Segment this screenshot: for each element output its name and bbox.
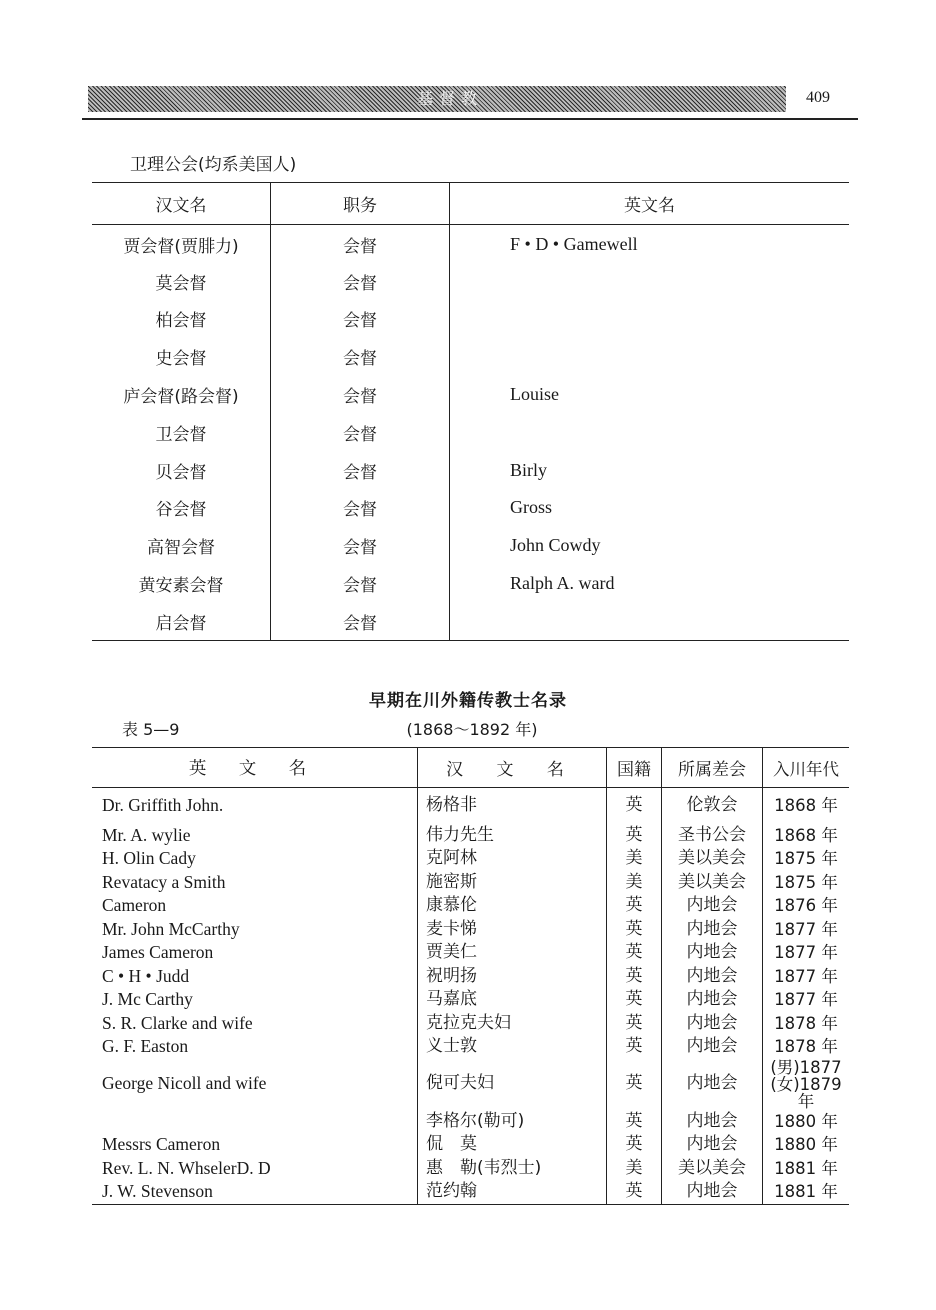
table-row xyxy=(92,988,849,1012)
table2-label: 表 5—9 xyxy=(122,720,180,739)
cell-mission: 内地会 xyxy=(662,1035,763,1059)
cell-english-name: H. Olin Cady xyxy=(92,847,418,871)
cell-english-name xyxy=(92,1110,418,1134)
cell-chinese-name: 贝会督 xyxy=(92,451,271,489)
cell-nationality: 英 xyxy=(607,1012,662,1036)
cell-mission: 内地会 xyxy=(662,988,763,1012)
cell-english-name: J. W. Stevenson xyxy=(92,1180,418,1204)
missionaries-table-body xyxy=(92,788,849,1205)
cell-chinese-name: 高智会督 xyxy=(92,527,271,565)
cell-title: 会督 xyxy=(271,451,450,489)
cell-english-name xyxy=(450,602,850,640)
cell-english-name xyxy=(450,413,850,451)
header-rule xyxy=(82,118,858,120)
cell-title: 会督 xyxy=(271,489,450,527)
cell-title: 会督 xyxy=(271,376,450,414)
cell-year: 1877 年 xyxy=(774,966,838,986)
table-row xyxy=(92,847,849,871)
missionaries-table xyxy=(92,747,849,1205)
column-header-english-name: 英文名 xyxy=(624,196,675,216)
cell-chinese-name: 范约翰 xyxy=(418,1180,607,1204)
table-header-row xyxy=(92,748,849,788)
cell-chinese-name: 莫会督 xyxy=(92,262,271,300)
cell-nationality: 美 xyxy=(607,1157,662,1181)
table-row xyxy=(92,1133,849,1157)
cell-nationality: 英 xyxy=(607,894,662,918)
table-row xyxy=(92,262,849,300)
cell-mission: 内地会 xyxy=(662,918,763,942)
cell-chinese-name: 黄安素会督 xyxy=(92,565,271,603)
cell-english-name: Mr. A. wylie xyxy=(92,824,418,848)
cell-chinese-name: 伟力先生 xyxy=(418,824,607,848)
table2-years: (1868～1892 年) xyxy=(406,720,538,739)
cell-mission: 美以美会 xyxy=(662,871,763,895)
cell-title: 会督 xyxy=(271,338,450,376)
table-row xyxy=(92,1059,849,1110)
cell-chinese-name: 克阿林 xyxy=(418,847,607,871)
cell-mission: 内地会 xyxy=(662,1059,763,1110)
cell-chinese-name: 麦卡悌 xyxy=(418,918,607,942)
cell-nationality: 英 xyxy=(607,824,662,848)
cell-nationality: 英 xyxy=(607,941,662,965)
table-row xyxy=(92,527,849,565)
table-row xyxy=(92,1157,849,1181)
cell-year: 1868 年 xyxy=(774,796,838,815)
cell-english-name: Dr. Griffith John. xyxy=(92,788,418,824)
cell-year: 1878 年 xyxy=(774,1013,838,1033)
table-row xyxy=(92,965,849,989)
cell-chinese-name: 侃 莫 xyxy=(418,1133,607,1157)
cell-english-name xyxy=(450,338,850,376)
cell-year: 1877 年 xyxy=(774,919,838,939)
running-header-title: 基督教 xyxy=(416,89,483,108)
table-row xyxy=(92,338,849,376)
cell-chinese-name: 杨格非 xyxy=(418,788,607,824)
column-header-chinese-name: 汉文名 xyxy=(92,183,271,225)
cell-chinese-name: 李格尔(勒可) xyxy=(418,1110,607,1134)
cell-mission: 美以美会 xyxy=(662,1157,763,1181)
cell-english-name: Messrs Cameron xyxy=(92,1133,418,1157)
cell-chinese-name: 克拉克夫妇 xyxy=(418,1012,607,1036)
cell-mission: 伦敦会 xyxy=(662,788,763,824)
column-header-nationality: 国籍 xyxy=(607,748,662,788)
table-row xyxy=(92,451,849,489)
cell-year: 1875 年 xyxy=(774,849,838,868)
year-line-male: (男)1877 xyxy=(770,1057,842,1077)
cell-nationality: 英 xyxy=(607,1110,662,1134)
cell-year: 1880 年 xyxy=(774,1135,838,1154)
cell-nationality: 英 xyxy=(607,788,662,824)
cell-mission: 内地会 xyxy=(662,1110,763,1134)
table-row xyxy=(92,918,849,942)
cell-english-name: Cameron xyxy=(92,894,418,918)
cell-english-name: George Nicoll and wife xyxy=(92,1059,418,1110)
cell-nationality: 英 xyxy=(607,1035,662,1059)
cell-title: 会督 xyxy=(271,527,450,565)
cell-chinese-name: 柏会督 xyxy=(92,300,271,338)
cell-english-name: Louise xyxy=(510,384,559,405)
cell-english-name: Ralph A. ward xyxy=(510,573,615,594)
cell-english-name xyxy=(450,262,850,300)
cell-nationality: 英 xyxy=(607,1180,662,1204)
cell-year: 1878 年 xyxy=(774,1037,838,1056)
cell-nationality: 英 xyxy=(607,965,662,989)
table-row xyxy=(92,300,849,338)
table-row xyxy=(92,602,849,640)
cell-title: 会督 xyxy=(271,602,450,640)
table-row xyxy=(92,894,849,918)
cell-chinese-name: 马嘉底 xyxy=(418,988,607,1012)
cell-year: 1875 年 xyxy=(774,872,838,892)
cell-english-name: Rev. L. N. WhselerD. D xyxy=(92,1157,418,1181)
table-row xyxy=(92,413,849,451)
cell-year: 1877 年 xyxy=(774,943,838,962)
cell-chinese-name: 贾美仁 xyxy=(418,941,607,965)
cell-chinese-name: 史会督 xyxy=(92,338,271,376)
cell-chinese-name: 贾会督(贾腓力) xyxy=(92,225,271,263)
cell-mission: 内地会 xyxy=(662,1133,763,1157)
cell-mission: 内地会 xyxy=(662,1180,763,1204)
cell-title: 会督 xyxy=(271,565,450,603)
cell-nationality: 英 xyxy=(607,1059,662,1110)
cell-title: 会督 xyxy=(271,300,450,338)
cell-title: 会督 xyxy=(271,413,450,451)
cell-english-name: Birly xyxy=(510,459,548,480)
cell-english-name: G. F. Easton xyxy=(92,1035,418,1059)
table-row xyxy=(92,489,849,527)
cell-english-name: F • D • Gamewell xyxy=(510,234,638,255)
cell-english-name: John Cowdy xyxy=(510,535,601,556)
cell-mission: 内地会 xyxy=(662,1012,763,1036)
table-row xyxy=(92,225,849,263)
cell-mission: 内地会 xyxy=(662,941,763,965)
column-header-mission: 所属差会 xyxy=(662,748,763,788)
cell-mission: 美以美会 xyxy=(662,847,763,871)
cell-english-name: Mr. John McCarthy xyxy=(92,918,418,942)
cell-chinese-name: 倪可夫妇 xyxy=(418,1059,607,1110)
cell-chinese-name: 谷会督 xyxy=(92,489,271,527)
cell-english-name: Revatacy a Smith xyxy=(92,871,418,895)
table-header-row xyxy=(92,183,849,225)
cell-english-name: Gross xyxy=(510,497,553,518)
cell-chinese-name: 义士敦 xyxy=(418,1035,607,1059)
cell-nationality: 英 xyxy=(607,988,662,1012)
table-row xyxy=(92,941,849,965)
cell-year: 1868 年 xyxy=(774,825,838,845)
cell-chinese-name: 施密斯 xyxy=(418,871,607,895)
bishops-table xyxy=(92,182,849,641)
cell-mission: 圣书公会 xyxy=(662,824,763,848)
cell-year xyxy=(763,1059,850,1110)
column-header-title: 职务 xyxy=(271,183,450,225)
table-row xyxy=(92,1012,849,1036)
cell-year: 1881 年 xyxy=(774,1182,838,1201)
cell-english-name: C • H • Judd xyxy=(92,965,418,989)
table-row xyxy=(92,376,849,414)
cell-chinese-name: 康慕伦 xyxy=(418,894,607,918)
cell-english-name xyxy=(450,300,850,338)
table-row xyxy=(92,824,849,848)
page-number: 409 xyxy=(806,89,830,106)
table2-title: 早期在川外籍传教士名录 xyxy=(369,691,567,711)
table-row xyxy=(92,1110,849,1134)
cell-english-name: James Cameron xyxy=(92,941,418,965)
column-header-year: 入川年代 xyxy=(773,759,839,779)
table-row xyxy=(92,788,849,824)
table-row xyxy=(92,1180,849,1204)
cell-year: 1880 年 xyxy=(774,1111,838,1131)
table1-caption: 卫理公会(均系美国人) xyxy=(130,155,297,175)
cell-chinese-name: 祝明扬 xyxy=(418,965,607,989)
cell-year: 1876 年 xyxy=(774,896,838,915)
cell-nationality: 英 xyxy=(607,918,662,942)
column-header-chinese-name: 汉 文 名 xyxy=(418,748,607,788)
cell-nationality: 英 xyxy=(607,1133,662,1157)
cell-title: 会督 xyxy=(271,262,450,300)
cell-chinese-name: 庐会督(路会督) xyxy=(92,376,271,414)
table-row xyxy=(92,871,849,895)
cell-chinese-name: 卫会督 xyxy=(92,413,271,451)
cell-title: 会督 xyxy=(271,225,450,263)
year-line-female: (女)1879 年 xyxy=(770,1074,842,1111)
cell-year: 1881 年 xyxy=(774,1158,838,1178)
cell-english-name: J. Mc Carthy xyxy=(92,988,418,1012)
cell-chinese-name: 惠 勒(韦烈士) xyxy=(418,1157,607,1181)
table-row xyxy=(92,1035,849,1059)
column-header-english-name: 英 文 名 xyxy=(92,748,418,788)
table-row xyxy=(92,565,849,603)
bishops-table-body xyxy=(92,225,849,641)
cell-year: 1877 年 xyxy=(774,990,838,1009)
cell-nationality: 美 xyxy=(607,871,662,895)
cell-english-name: S. R. Clarke and wife xyxy=(92,1012,418,1036)
cell-chinese-name: 启会督 xyxy=(92,602,271,640)
cell-nationality: 美 xyxy=(607,847,662,871)
cell-mission: 内地会 xyxy=(662,894,763,918)
cell-mission: 内地会 xyxy=(662,965,763,989)
